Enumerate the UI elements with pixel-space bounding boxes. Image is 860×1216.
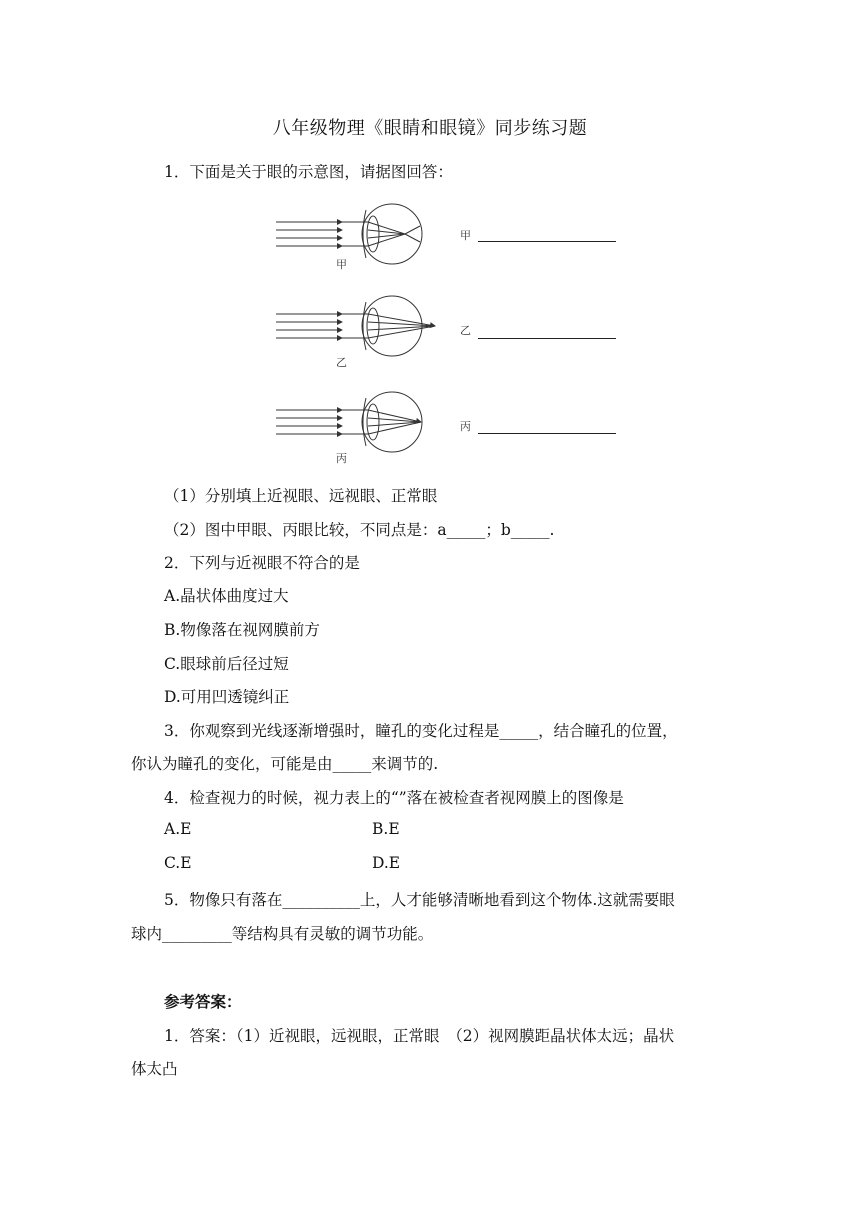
question-2-option-b: B.物像落在视网膜前方 (164, 621, 320, 639)
question-3-line1: 3．你观察到光线逐渐增强时，瞳孔的变化过程是_____，结合瞳孔的位置， (164, 722, 678, 740)
question-2-option-a: A.晶状体曲度过大 (164, 587, 289, 605)
answer-blank-yi[interactable] (478, 338, 616, 339)
question-2-option-d: D.可用凹透镜纠正 (164, 688, 290, 706)
eye-jia (276, 204, 422, 264)
question-1-sub1: （1）分别填上近视眼、远视眼、正常眼 (164, 487, 438, 505)
answer-blank-bing[interactable] (478, 433, 616, 434)
figure-label-jia: 甲 (460, 229, 471, 242)
eye-diagram-figure (270, 198, 630, 470)
question-4-option-c: C.E (164, 854, 192, 872)
question-4-option-d: D.E (372, 854, 401, 872)
figure-label-yi: 乙 (460, 324, 471, 337)
question-2-stem: 2．下列与近视眼不符合的是 (164, 554, 360, 572)
answers-heading: 参考答案： (164, 992, 242, 1011)
question-1-sub2: （2）图中甲眼、丙眼比较，不同点是：a_____；b_____. (164, 521, 555, 539)
figure-label-bing-below: 丙 (336, 452, 347, 465)
question-4-option-a: A.E (164, 820, 192, 838)
answer-blank-jia[interactable] (478, 241, 616, 242)
eye-yi (276, 296, 435, 356)
eye-bing (276, 392, 422, 452)
answers-line1: 1．答案：（1）近视眼，远视眼，正常眼 （2）视网膜距晶状体太远；晶状 (164, 1027, 675, 1045)
question-4-stem: 4．检查视力的时候，视力表上的“”落在被检查者视网膜上的图像是 (164, 789, 624, 807)
question-4-option-b: B.E (372, 820, 400, 838)
answers-line2: 体太凸 (131, 1060, 178, 1078)
figure-label-bing: 丙 (460, 420, 471, 433)
question-3-line2: 你认为瞳孔的变化，可能是由_____来调节的. (131, 755, 439, 773)
page-title: 八年级物理《眼睛和眼镜》同步练习题 (272, 118, 588, 139)
question-1-stem: 1．下面是关于眼的示意图，请据图回答： (164, 163, 453, 181)
figure-label-yi-below: 乙 (336, 356, 347, 369)
eye-diagram-svg (270, 198, 630, 470)
question-5-line1: 5．物像只有落在__________上，人才能够清晰地看到这个物体.这就需要眼 (164, 891, 675, 909)
question-5-line2: 球内_________等结构具有灵敏的调节功能。 (131, 925, 434, 943)
question-2-option-c: C.眼球前后径过短 (164, 655, 289, 673)
figure-label-jia-below: 甲 (336, 258, 347, 271)
